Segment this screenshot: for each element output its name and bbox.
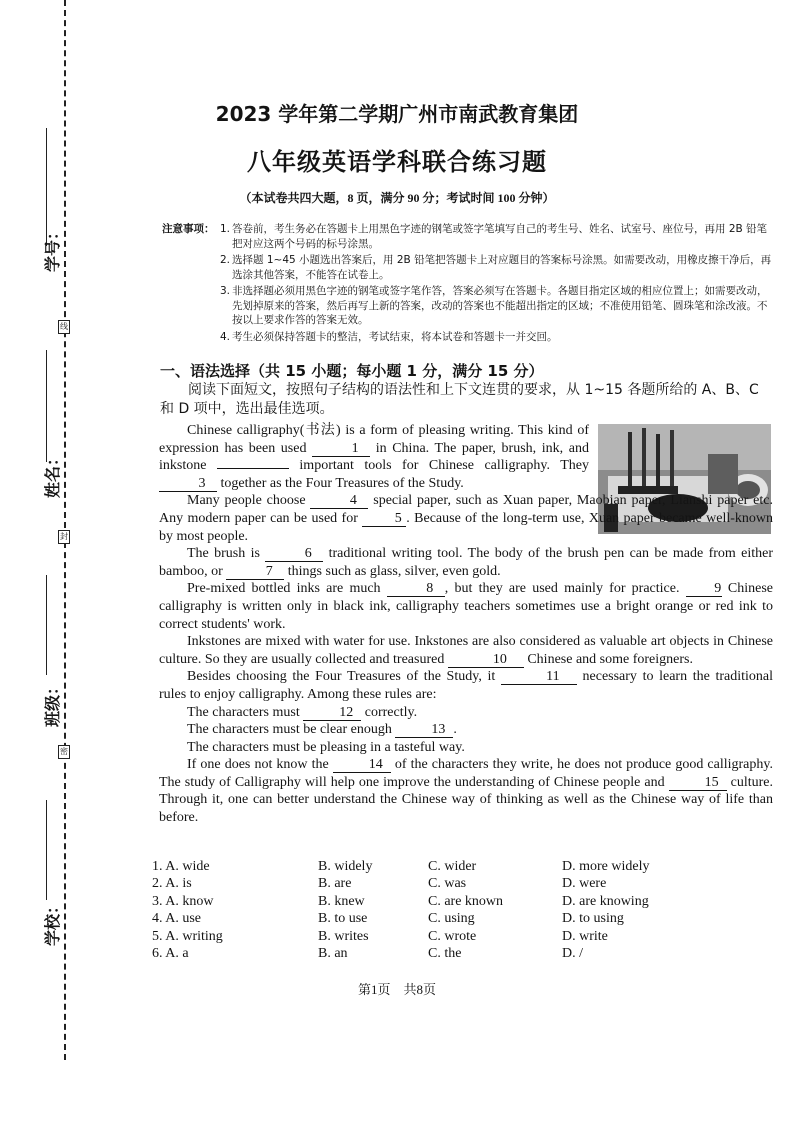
answer-blank: 6 (265, 547, 323, 562)
notice-item: 2. 选择题 1~45 小题选出答案后，用 2B 铅笔把答题卡上对应题目的答案标号涂黑。如需要改动，用橡皮擦干净后，再选涂其他答案，不能答在试卷上。 (220, 254, 772, 281)
reading-passage (159, 422, 773, 827)
option-row (152, 910, 772, 927)
answer-blank (217, 468, 289, 469)
answer-options (152, 858, 772, 962)
passage-paragraph: Many people choose 4 special paper, such as Xuan paper, Maobian paper, Lianshi paper etc. Any modern paper can be used for 5 . Because of the long-term use, Xuan paper became well-known by most people. (159, 493, 774, 544)
answer-blank: 7 (226, 565, 284, 580)
binding-mark-seal: 密 (58, 745, 70, 759)
answer-blank: 5 (362, 512, 406, 527)
passage-rule: The characters must be clear enough 13 . (187, 722, 457, 738)
answer-blank: 14 (333, 758, 391, 773)
notice-item: 4. 考生必须保持答题卡的整洁，考试结束，将本试卷和答题卡一并交回。 (220, 330, 558, 343)
option-b: B. widely (318, 859, 373, 874)
option-b: B. are (318, 876, 352, 892)
option-c: C. the (428, 946, 462, 962)
option-row (152, 893, 772, 910)
option-c: C. using (428, 911, 475, 927)
class-field (40, 575, 62, 735)
answer-blank: 11 (501, 670, 577, 685)
passage-paragraph: Besides choosing the Four Treasures of the Study, it 11 necessary to learn the traditional rules to enjoy calligraphy. Among these rules are: (159, 669, 773, 702)
option-d: D. are knowing (562, 893, 649, 909)
answer-blank: 10 (448, 653, 524, 668)
answer-blank: 12 (303, 706, 361, 721)
answer-blank: 3 (159, 477, 217, 492)
name-underline (46, 350, 47, 462)
option-c: C. are known (428, 893, 504, 909)
answer-blank: 9 (686, 582, 722, 597)
option-a: 3. A. know (152, 893, 214, 909)
option-d: D. were (562, 876, 607, 892)
name-label: 姓名： (43, 449, 62, 498)
option-b: B. an (318, 946, 348, 962)
passage-rule: The characters must be pleasing in a tasteful way. (187, 739, 465, 755)
option-b: B. to use (318, 911, 368, 927)
section-title: 一、语法选择（共 15 小题；每小题 1 分，满分 15 分） (160, 362, 544, 380)
option-d: D. / (562, 946, 583, 962)
passage-paragraph: If one does not know the 14 of the characters they write, he does not produce good calligraphy. The study of Calligraphy will help one improve the understanding of Chinese people and 15 culture. Through it, one can better understand the Chinese way of thinking as well as the Chinese way of life than before. (159, 757, 773, 826)
option-a: 4. A. use (152, 911, 201, 927)
exam-subtitle: （本试卷共四大题，8 页，满分 90 分；考试时间 100 分钟） (239, 191, 555, 205)
answer-blank: 8 (387, 582, 445, 597)
option-row (152, 928, 772, 945)
passage-paragraph: Chinese calligraphy(书法) is a form of pleasing writing. This kind of expression has been used 1 in China. The paper, brush, ink, and inkstone important tools for Chinese calligraphy. They 3 together as the Four Treasures of the Study. (159, 423, 589, 491)
name-field (40, 350, 62, 500)
school-underline (46, 800, 47, 900)
passage-rule: The characters must 12 correctly. (187, 704, 418, 720)
class-label: 班级： (43, 678, 62, 727)
student-no-label: 学号： (43, 223, 62, 272)
option-row (152, 945, 772, 962)
option-a: 6. A. a (152, 946, 189, 962)
option-a: 5. A. writing (152, 928, 223, 944)
option-a: 1. A. wide (152, 859, 210, 874)
passage-paragraph: Pre-mixed bottled inks are much 8 , but they are used mainly for practice. 9 Chinese calligraphy is written only in black ink, calligraphy teachers sometimes use a bright orange or red ink to correct students' work. (159, 581, 774, 632)
answer-blank: 13 (395, 723, 453, 738)
option-d: D. to using (562, 911, 624, 927)
notice-item: 1. 答卷前，考生务必在答题卡上用黑色字迹的钢笔或签字笔填写自己的考生号、姓名、试室号、座位号，再用 2B 铅笔把对应这两个号码的标号涂黑。 (220, 223, 768, 250)
option-row (152, 875, 772, 892)
notice-block (162, 222, 774, 346)
option-c: C. was (428, 876, 467, 892)
notice-label: 注意事项： (162, 223, 215, 235)
page-number: 第1页 共8页 (357, 982, 436, 997)
exam-title-line2: 八年级英语学科联合练习题 (247, 147, 547, 176)
answer-blank: 4 (310, 494, 368, 509)
binding-mark-sealed: 封 (58, 530, 70, 544)
option-c: C. wrote (428, 928, 477, 944)
passage-paragraph: Inkstones are mixed with water for use. Inkstones are also considered as valuable art objects in Chinese culture. So they are usually collected and treasured 10 Chinese and some foreigners. (159, 634, 773, 667)
school-label: 学校： (43, 897, 62, 946)
exam-title-line1: 2023 学年第二学期广州市南武教育集团 (215, 102, 579, 126)
class-underline (46, 575, 47, 675)
section-instruction: 阅读下面短文，按照句子结构的语法性和上下文连贯的要求，从 1~15 各题所给的 A、B、C 和 D 项中，选出最佳选项。 (160, 382, 759, 417)
option-b: B. writes (318, 928, 369, 944)
option-d: D. write (562, 928, 608, 944)
option-b: B. knew (318, 893, 365, 909)
notice-item: 3. 非选择题必须用黑色字迹的钢笔或签字笔作答，答案必须写在答题卡。各题目指定区域的相应位置上；如需要改动，先划掉原来的答案，然后再写上新的答案，改动的答案也不能超出指定的区域；不准使用铅笔、圆珠笔和涂改液。不按以上要求作答的答案无效。 (220, 285, 768, 326)
option-a: 2. A. is (152, 876, 192, 892)
passage-paragraph: The brush is 6 traditional writing tool. The body of the brush pen can be made from either bamboo, or 7 things such as glass, silver, even gold. (159, 546, 774, 579)
option-row (152, 858, 772, 875)
answer-blank: 1 (312, 442, 370, 457)
option-d: D. more widely (562, 859, 650, 874)
notice-list (220, 222, 774, 344)
binding-mark-line: 线 (58, 320, 70, 334)
school-field (40, 800, 62, 950)
option-c: C. wider (428, 859, 477, 874)
answer-blank: 15 (669, 776, 727, 791)
